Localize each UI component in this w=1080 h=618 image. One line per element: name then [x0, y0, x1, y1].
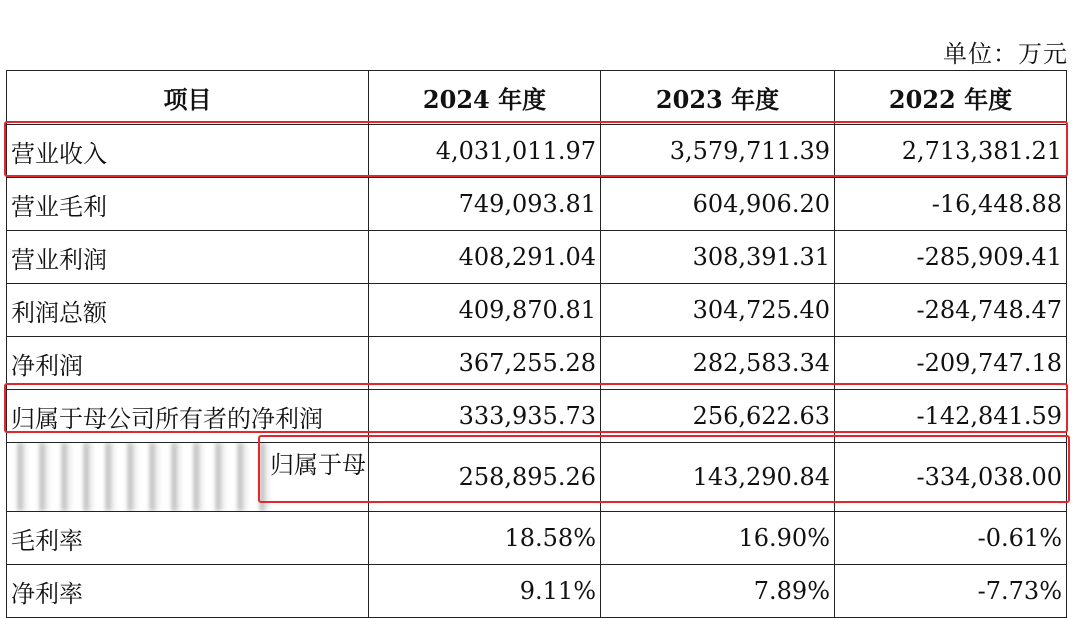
row-label-obscured: [7, 443, 369, 512]
cell-2023: 282,583.34: [601, 337, 835, 390]
cell-2024: 333,935.73: [369, 390, 601, 443]
table-row: [7, 390, 1067, 443]
cell-2023: 308,391.31: [601, 231, 835, 284]
cell-2022: -284,748.47: [835, 284, 1067, 337]
cell-2024: 18.58%: [369, 512, 601, 565]
cell-2023: 7.89%: [601, 565, 835, 618]
table-row: [7, 284, 1067, 337]
cell-2022: 2,713,381.21: [835, 125, 1067, 178]
cell-2024: 409,870.81: [369, 284, 601, 337]
cell-2024: 9.11%: [369, 565, 601, 618]
table-row: [7, 231, 1067, 284]
row-label: 归属于母: [270, 451, 366, 479]
cell-2023: 304,725.40: [601, 284, 835, 337]
table-row: [7, 125, 1067, 178]
table-row: [7, 337, 1067, 390]
cell-2023: 256,622.63: [601, 390, 835, 443]
row-label: 毛利率: [7, 512, 369, 565]
table-row: [7, 512, 1067, 565]
row-label: 净利率: [7, 565, 369, 618]
cell-2022: -0.61%: [835, 512, 1067, 565]
cell-2022: -334,038.00: [835, 443, 1067, 512]
cell-2023: 3,579,711.39: [601, 125, 835, 178]
table-header-row: [7, 71, 1067, 125]
table-row: [7, 443, 1067, 512]
row-label: 利润总额: [7, 284, 369, 337]
header-2022: 2022 年度: [835, 71, 1067, 125]
row-label: 净利润: [7, 337, 369, 390]
financial-table: [6, 70, 1067, 618]
header-2023: 2023 年度: [601, 71, 835, 125]
cell-2024: 258,895.26: [369, 443, 601, 512]
obscured-label-area: [7, 443, 368, 511]
cell-2022: -16,448.88: [835, 178, 1067, 231]
row-label: 归属于母公司所有者的净利润: [7, 390, 369, 443]
cell-2022: -7.73%: [835, 565, 1067, 618]
cell-2022: -209,747.18: [835, 337, 1067, 390]
cell-2023: 604,906.20: [601, 178, 835, 231]
header-2024: 2024 年度: [369, 71, 601, 125]
table-row: [7, 565, 1067, 618]
cell-2023: 16.90%: [601, 512, 835, 565]
cell-2023: 143,290.84: [601, 443, 835, 512]
row-label: 营业利润: [7, 231, 369, 284]
blur-overlay: [7, 443, 277, 511]
cell-2022: -285,909.41: [835, 231, 1067, 284]
cell-2022: -142,841.59: [835, 390, 1067, 443]
row-label: 营业收入: [7, 125, 369, 178]
header-item: 项目: [7, 71, 369, 125]
unit-label: 单位：万元: [943, 40, 1068, 68]
cell-2024: 367,255.28: [369, 337, 601, 390]
table-row: [7, 178, 1067, 231]
row-label: 营业毛利: [7, 178, 369, 231]
cell-2024: 749,093.81: [369, 178, 601, 231]
cell-2024: 408,291.04: [369, 231, 601, 284]
cell-2024: 4,031,011.97: [369, 125, 601, 178]
